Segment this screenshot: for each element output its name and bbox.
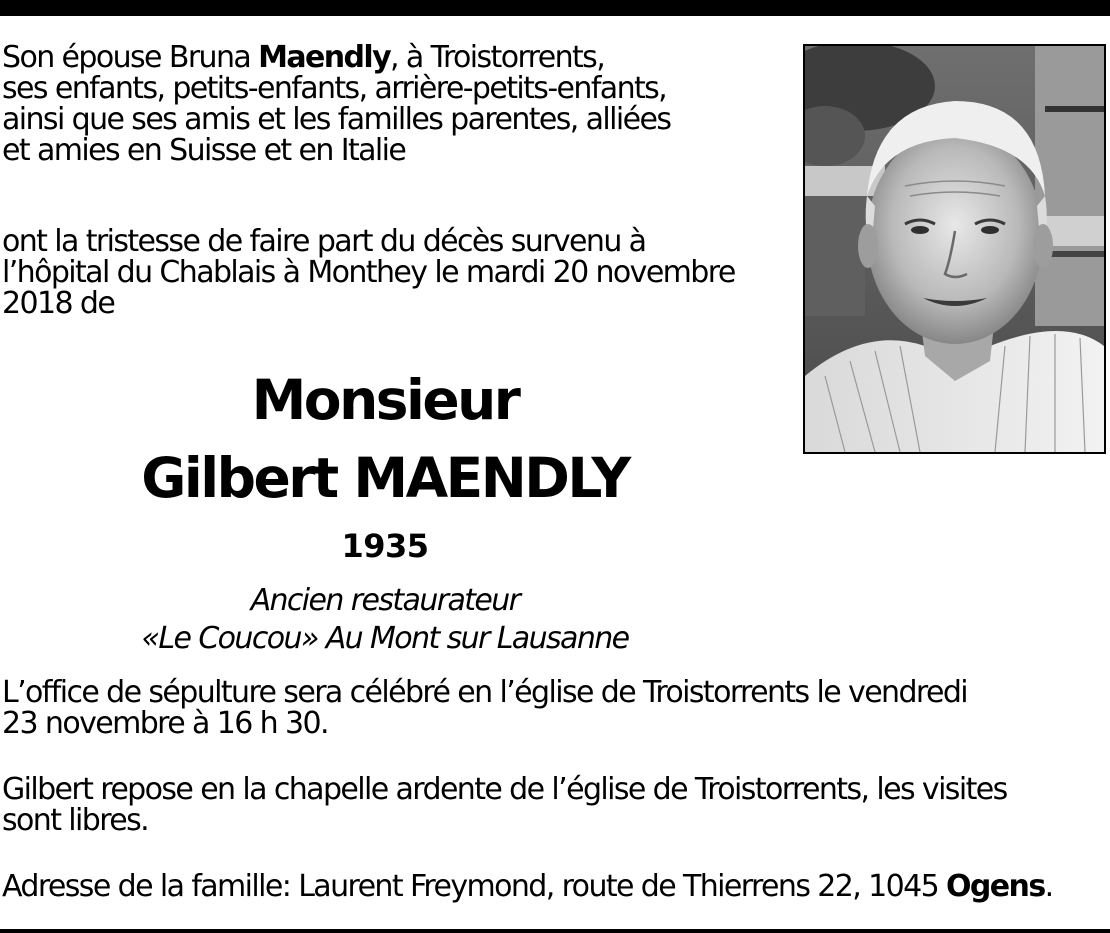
announcement-line-2: l’hôpital du Chablais à Monthey le mardi 20 novembre: [2, 255, 735, 290]
intro-line-3: ainsi que ses amis et les familles parentes, alliées: [2, 102, 671, 137]
intro-line-1-prefix: Son épouse Bruna: [2, 40, 259, 75]
bottom-rule: [0, 929, 1110, 933]
address-line: [2, 871, 1108, 902]
repose-line-1: Gilbert repose en la chapelle ardente de l’église de Troistorrents, les visites: [2, 772, 1007, 807]
intro-line-1-suffix: , à Troistorrents,: [390, 40, 605, 75]
portrait-photo: [803, 44, 1106, 454]
announcement-line-1: ont la tristesse de faire part du décès survenu à: [2, 224, 646, 259]
address-paragraph: [2, 871, 1108, 902]
address-town-bold: Ogens: [946, 869, 1045, 904]
office-line-1-text: L’office de sépulture sera célébré en l’église de Troistorrents le vendredi: [2, 675, 968, 710]
repose-paragraph: [2, 774, 1108, 836]
intro-line-4: et amies en Suisse et en Italie: [2, 133, 406, 168]
announcement-paragraph: [2, 226, 770, 319]
office-paragraph: [2, 677, 1108, 739]
deceased-title: Monsieur: [251, 368, 519, 432]
intro-paragraph: [2, 42, 770, 166]
address-suffix: .: [1044, 869, 1053, 904]
deceased-birth-year: 1935: [341, 527, 429, 565]
deceased-role-line-1: Ancien restaurateur: [250, 583, 520, 618]
address-prefix: Adresse de la famille: Laurent Freymond, route de Thierrens 22, 1045: [2, 869, 947, 904]
intro-line-2: ses enfants, petits-enfants, arrière-petits-enfants,: [2, 71, 667, 106]
announcement-line-3: 2018 de: [2, 286, 115, 321]
repose-line-2: sont libres.: [2, 803, 149, 838]
top-rule: [0, 0, 1110, 16]
portrait-illustration: [805, 46, 1104, 452]
office-line-1: [2, 677, 1108, 708]
intro-line-1: [2, 42, 770, 73]
deceased-role-line-2: «Le Coucou» Au Mont sur Lausanne: [141, 621, 629, 656]
office-line-2: 23 novembre à 16 h 30.: [2, 706, 328, 741]
deceased-name: Gilbert MAENDLY: [141, 446, 629, 510]
surname-bold: Maendly: [258, 40, 391, 75]
